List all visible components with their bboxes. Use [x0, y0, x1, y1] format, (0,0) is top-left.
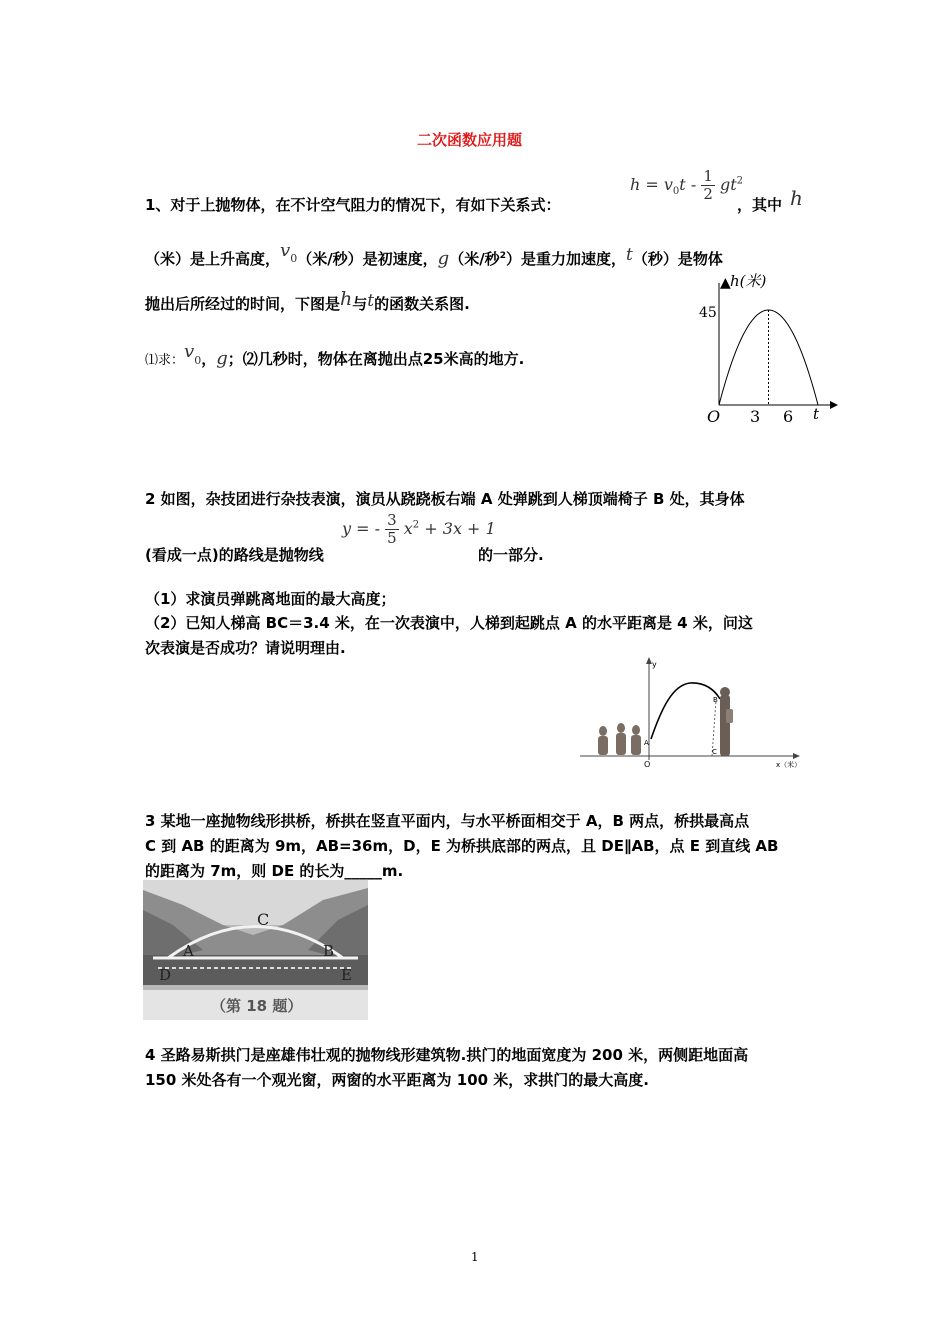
q1-graph	[690, 265, 840, 430]
q2-fig-y: y	[652, 660, 657, 669]
q2-fig-a: A	[644, 739, 649, 747]
q3-fig-a: A	[183, 942, 194, 960]
q2-sub2b: 次表演是否成功？请说明理由.	[145, 639, 346, 657]
q1-x-label: t	[813, 405, 820, 423]
q1-y-arrow: ▲	[720, 275, 731, 291]
q1-x-tick-6: 6	[783, 407, 794, 426]
q3-fig-c: C	[257, 910, 270, 929]
q1-intro-end: ，其中	[737, 196, 783, 214]
q2-fig-x: x（米）	[776, 761, 802, 769]
q3-fig-d: D	[159, 966, 172, 984]
q2-fig-c: C	[712, 748, 717, 756]
q1-line3: 抛出后所经过的时间，下图是h与t的函数关系图.	[145, 288, 470, 313]
q4-line1: 4 圣路易斯拱门是座雄伟壮观的抛物线形建筑物.拱门的地面宽度为 200 米，两侧距地面高	[145, 1046, 749, 1064]
q3-line2: C 到 AB 的距离为 9m，AB=36m，D，E 为桥拱底部的两点，且 DE∥AB，点 E 到直线 AB	[145, 837, 779, 855]
q2-sub1: （1）求演员弹跳离地面的最大高度；	[145, 590, 396, 608]
page-title: 二次函数应用题	[417, 131, 523, 149]
q3-fig-e: E	[341, 966, 352, 984]
page-number: 1	[471, 1250, 479, 1264]
q1-marks	[719, 310, 818, 405]
q1-y-tick: 45	[699, 305, 717, 321]
q4-line2: 150 米处各有一个观光窗，两窗的水平距离为 100 米，求拱门的最大高度.	[145, 1071, 649, 1089]
q1-line4: ⑴求：$v_0$，g；⑵几秒时，物体在离抛出点25米高的地方.	[145, 341, 525, 369]
q3-fig-b: B	[323, 942, 335, 960]
q2-fig-origin: O	[644, 760, 651, 769]
q2-sub2a: （2）已知人梯高 BC＝3.4 米，在一次表演中，人梯到起跳点 A 的水平距离是 4 米，问这	[145, 614, 753, 632]
q1-line2: （米）是上升高度，$v_0$（米/秒）是初速度，g（米/秒$^2$）是重力加速度，t（秒）是物体	[145, 240, 723, 269]
performers-left	[598, 723, 641, 755]
q2-fig-b: B	[713, 696, 718, 704]
q2-line2b: 的一部分.	[478, 546, 544, 564]
q1-intro: 1、对于上抛物体，在不计空气阻力的情况下，有如下关系式：	[145, 196, 561, 214]
q3-bridge-photo	[143, 880, 368, 1020]
q1-axes	[719, 283, 838, 409]
q3-line1: 3 某地一座抛物线形拱桥，桥拱在竖直平面内，与水平桥面相交于 A，B 两点，桥拱最高点	[145, 812, 750, 830]
q1-y-label: h(米)	[730, 272, 767, 290]
q3-fig-caption: （第 18 题）	[211, 997, 303, 1015]
q1-x-tick-3: 3	[750, 407, 761, 426]
q2-line2a: (看成一点)的路线是抛物线	[145, 546, 324, 564]
q2-line1: 2 如图，杂技团进行杂技表演，演员从跷跷板右端 A 处弹跳到人梯顶端椅子 B 处，其身体	[145, 490, 745, 508]
q2-acrobat-figure	[580, 655, 802, 773]
q1-origin: O	[707, 407, 721, 426]
q3-line3: 的距离为 7m，则 DE 的长为_____m.	[145, 862, 404, 880]
q2-formula: y = - $\frac{3}{5}$ $x^2 + 3x + 1$	[342, 511, 496, 547]
q1-h-symbol: h	[790, 186, 803, 210]
q1-formula: $h = v_0t$ - $\frac{1}{2}$ $gt^2$	[630, 167, 743, 203]
